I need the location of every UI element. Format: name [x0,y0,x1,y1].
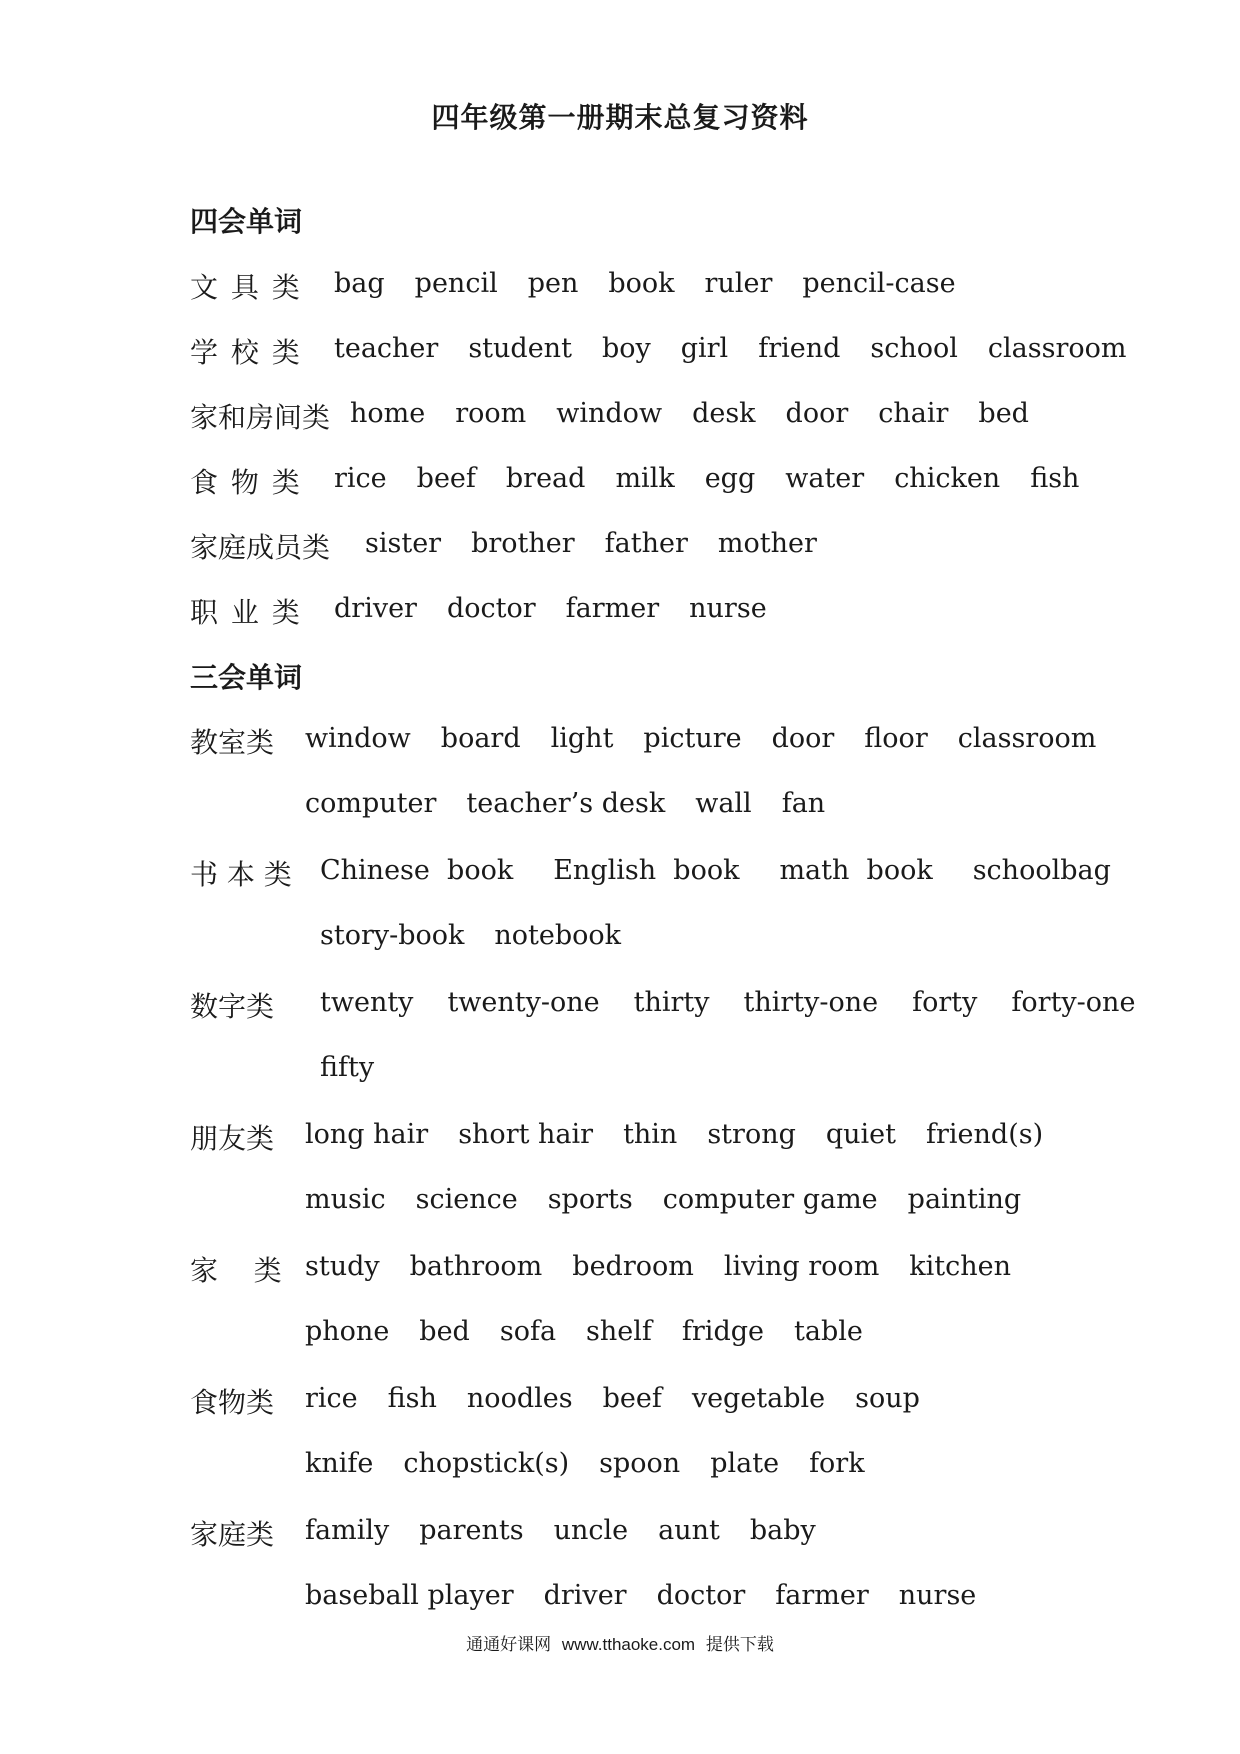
row-label: 食 物 类 [190,466,302,499]
vocab-word: bed [978,398,1029,429]
vocab-word: music [305,1184,386,1215]
word-list [305,723,1096,754]
vocab-word: rice [334,463,387,494]
vocab-word: brother [471,528,575,559]
word-list [365,528,817,559]
word-list [334,268,956,299]
vocab-word: driver [334,593,417,624]
vocab-word: study [305,1251,380,1282]
word-list [305,1515,816,1546]
word-list [305,1251,1011,1282]
vocab-word: table [794,1316,863,1347]
vocab-word: fifty [320,1052,375,1083]
vocab-word: noodles [466,1383,573,1414]
vocab-word: soup [855,1383,920,1414]
vocab-word: teacher [334,333,439,364]
vocab-word: painting [907,1184,1022,1215]
vocab-word: thirty [633,987,710,1018]
vocab-word: classroom [987,333,1127,364]
vocab-word: living room [723,1251,880,1282]
vocab-word: chicken [894,463,1001,494]
vocab-word: thin [623,1119,678,1150]
vocab-word: computer game [662,1184,878,1215]
word-list [320,987,1135,1018]
vocab-word: egg [704,463,756,494]
vocab-word: rice [305,1383,358,1414]
vocab-word: bag [334,268,385,299]
vocab-word: phone [305,1316,390,1347]
vocab-word: window [556,398,663,429]
vocab-word: chair [878,398,949,429]
vocab-word: bedroom [572,1251,694,1282]
section-heading-three: 三会单词 [190,661,303,694]
word-list [305,1580,976,1611]
row-label: 家庭成员类 [190,531,331,564]
vocab-word: notebook [494,920,622,951]
vocab-word: plate [710,1448,780,1479]
vocab-word: fridge [681,1316,764,1347]
vocab-word: school [870,333,958,364]
vocab-word: student [468,333,572,364]
section-heading-four: 四会单词 [190,205,303,238]
vocab-word: story-book [320,920,465,951]
word-list [305,1119,1043,1150]
vocab-word: window [305,723,411,754]
vocab-word: fish [387,1383,437,1414]
vocab-word: classroom [957,723,1097,754]
vocab-word: schoolbag [972,855,1111,886]
vocab-word: fork [809,1448,865,1479]
vocab-word: science [415,1184,518,1215]
vocab-word: friend [758,333,841,364]
vocab-word: bread [505,463,586,494]
vocab-word: light [550,723,614,754]
vocab-word: quiet [825,1119,897,1150]
vocab-word: baby [749,1515,816,1546]
vocab-word: pencil-case [802,268,956,299]
vocab-word: farmer [775,1580,869,1611]
vocab-word: friend(s) [926,1119,1044,1150]
vocab-word: beef [602,1383,662,1414]
vocab-word: teacher’s desk [466,788,666,819]
vocab-word: beef [416,463,476,494]
vocab-word: long hair [305,1119,429,1150]
vocab-word: math book [779,855,933,886]
vocab-word: forty-one [1011,987,1136,1018]
vocab-word: Chinese book [320,855,514,886]
vocab-word: bathroom [409,1251,543,1282]
vocab-word: father [604,528,688,559]
row-label: 家庭类 [190,1518,275,1551]
vocab-word: picture [643,723,742,754]
vocab-word: nurse [689,593,767,624]
vocab-word: farmer [565,593,660,624]
vocab-word: milk [615,463,675,494]
vocab-word: strong [707,1119,796,1150]
vocab-word: aunt [658,1515,720,1546]
vocab-word: driver [543,1580,627,1611]
word-list [305,1316,863,1347]
word-list [334,593,767,624]
vocab-word: wall [695,788,752,819]
row-label: 食物类 [190,1386,275,1419]
row-label: 教室类 [190,726,275,759]
vocab-word: doctor [656,1580,746,1611]
word-list [305,1383,920,1414]
vocab-word: knife [305,1448,374,1479]
vocab-word: doctor [446,593,536,624]
vocab-word: vegetable [691,1383,826,1414]
vocab-word: desk [692,398,756,429]
vocab-word: fan [781,788,826,819]
vocab-word: twenty [320,987,414,1018]
row-label: 文 具 类 [190,271,302,304]
vocab-word: girl [680,333,729,364]
row-label: 数字类 [190,990,275,1023]
vocab-word: family [305,1515,390,1546]
vocab-word: kitchen [909,1251,1012,1282]
vocab-word: door [771,723,835,754]
vocab-word: sofa [499,1316,557,1347]
vocab-word: pencil [414,268,498,299]
word-list [320,920,621,951]
vocab-word: uncle [553,1515,629,1546]
vocab-word: room [455,398,527,429]
row-label: 书 本 类 [190,858,292,891]
row-label: 家和房间类 [190,401,331,434]
word-list [320,855,1111,886]
vocab-word: book [608,268,675,299]
word-list [334,463,1079,494]
word-list [320,1052,374,1083]
row-label: 职 业 类 [190,596,302,629]
vocab-word: nurse [898,1580,977,1611]
vocab-word: floor [864,723,928,754]
vocab-word: mother [717,528,817,559]
word-list [350,398,1029,429]
word-list [305,1448,865,1479]
vocab-word: boy [601,333,651,364]
footer-credit: 通通好课网 www.tthaoke.com 提供下载 [466,1635,774,1654]
vocab-word: shelf [586,1316,652,1347]
row-label: 家 类 [190,1254,282,1287]
page-title: 四年级第一册期末总复习资料 [431,101,809,134]
vocab-word: spoon [599,1448,681,1479]
vocab-word: forty [912,987,978,1018]
word-list [334,333,1127,364]
vocab-word: pen [527,268,579,299]
vocab-word: computer [305,788,437,819]
row-label: 学 校 类 [190,336,302,369]
vocab-word: chopstick(s) [403,1448,570,1479]
vocab-word: ruler [704,268,773,299]
vocab-word: English book [553,855,740,886]
row-label: 朋友类 [190,1122,275,1155]
vocab-word: fish [1030,463,1080,494]
vocab-word: twenty-one [447,987,600,1018]
vocab-word: baseball player [305,1580,514,1611]
vocab-word: thirty-one [743,987,879,1018]
vocab-word: water [785,463,865,494]
vocab-word: home [350,398,426,429]
vocab-word: sister [365,528,442,559]
vocab-word: door [785,398,849,429]
word-list [305,788,825,819]
vocab-word: board [440,723,521,754]
vocab-word: short hair [458,1119,594,1150]
word-list [305,1184,1021,1215]
vocab-word: bed [419,1316,470,1347]
vocab-word: parents [419,1515,524,1546]
vocab-word: sports [547,1184,633,1215]
